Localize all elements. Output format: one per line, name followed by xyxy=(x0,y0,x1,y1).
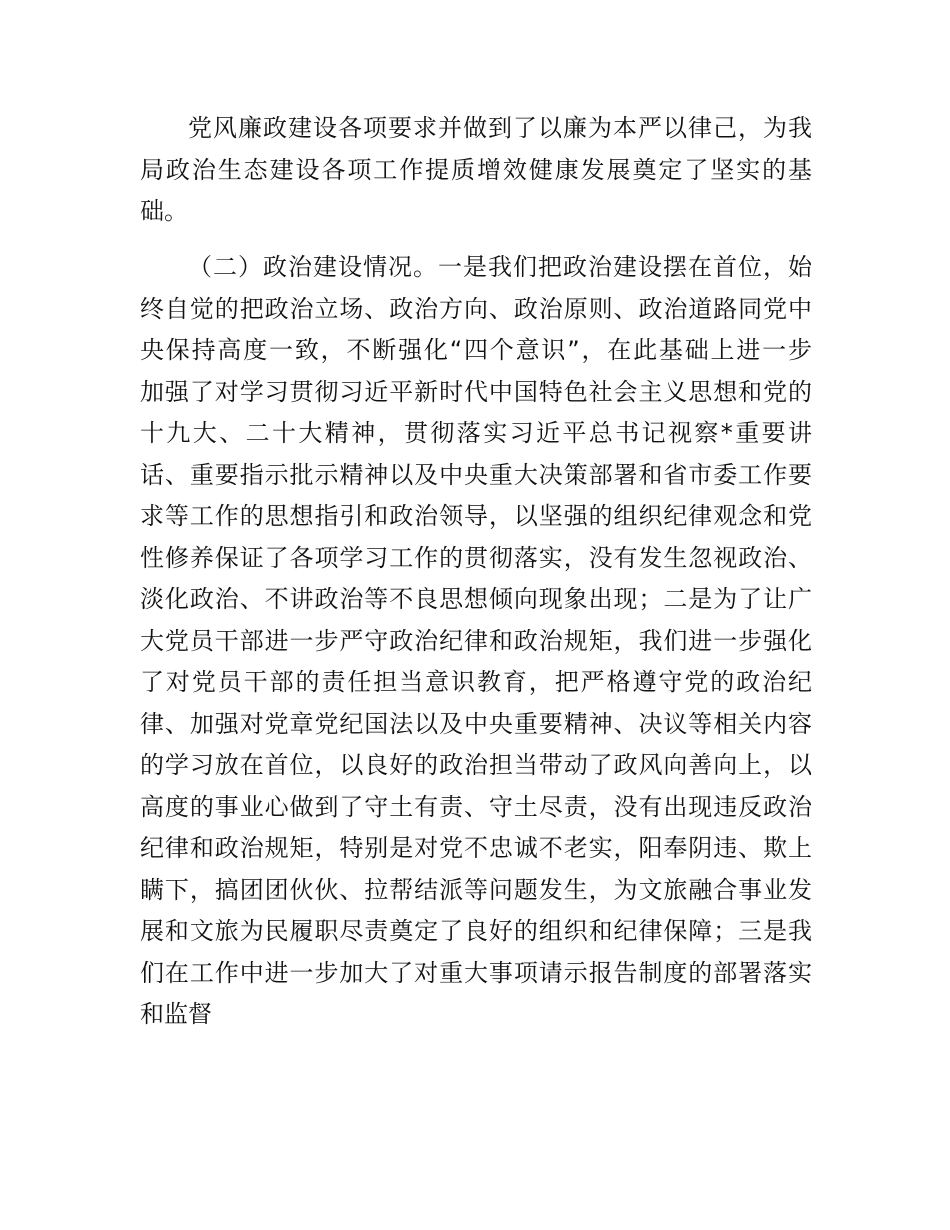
text-line: （二）政治建设情况。一是我们把政治建设摆在首位，始 xyxy=(188,253,812,281)
text-line: 淡化政治、不讲政治等不良思想倾向现象出现；二是为了让广 xyxy=(140,585,812,613)
text-line: 大党员干部进一步严守政治纪律和政治规矩，我们进一步强化 xyxy=(140,626,812,655)
text-line: 性修养保证了各项学习工作的贯彻落实，没有发生忽视政治、 xyxy=(140,543,812,572)
text-line: 展和文旅为民履职尽责奠定了良好的组织和纪律保障；三是我 xyxy=(140,917,812,945)
text-line: 加强了对学习贯彻习近平新时代中国特色社会主义思想和党的 xyxy=(140,377,812,406)
text-line: 础。 xyxy=(140,197,188,225)
paragraph-political-construction xyxy=(140,247,812,1036)
text-line: 央保持高度一致，不断强化“四个意识”，在此基础上进一步 xyxy=(140,336,812,364)
text-line: 高度的事业心做到了守土有责、守土尽责，没有出现违反政治 xyxy=(140,792,812,821)
paragraph-party-conduct xyxy=(140,108,812,233)
text-line: 党风廉政建设各项要求并做到了以廉为本严以律己，为我 xyxy=(188,114,812,142)
text-line: 局政治生态建设各项工作提质增效健康发展奠定了坚实的基 xyxy=(140,155,812,184)
text-line: 和监督 xyxy=(140,1000,212,1028)
text-line: 的学习放在首位，以良好的政治担当带动了政风向善向上，以 xyxy=(140,751,812,779)
text-line: 纪律和政治规矩，特别是对党不忠诚不老实，阳奉阴违、欺上 xyxy=(140,834,812,862)
text-line: 求等工作的思想指引和政治领导，以坚强的组织纪律观念和党 xyxy=(140,502,812,530)
text-line: 律、加强对党章党纪国法以及中央重要精神、决议等相关内容 xyxy=(140,709,812,738)
text-line: 十九大、二十大精神，贯彻落实习近平总书记视察*重要讲 xyxy=(140,419,812,447)
text-line: 瞒下，搞团团伙伙、拉帮结派等问题发生，为文旅融合事业发 xyxy=(140,875,812,904)
text-line: 话、重要指示批示精神以及中央重大决策部署和省市委工作要 xyxy=(140,460,812,489)
text-line: 了对党员干部的责任担当意识教育，把严格遵守党的政治纪 xyxy=(140,668,812,696)
text-line: 终自觉的把政治立场、政治方向、政治原则、政治道路同党中 xyxy=(140,294,812,323)
text-line: 们在工作中进一步加大了对重大事项请示报告制度的部署落实 xyxy=(140,958,812,987)
